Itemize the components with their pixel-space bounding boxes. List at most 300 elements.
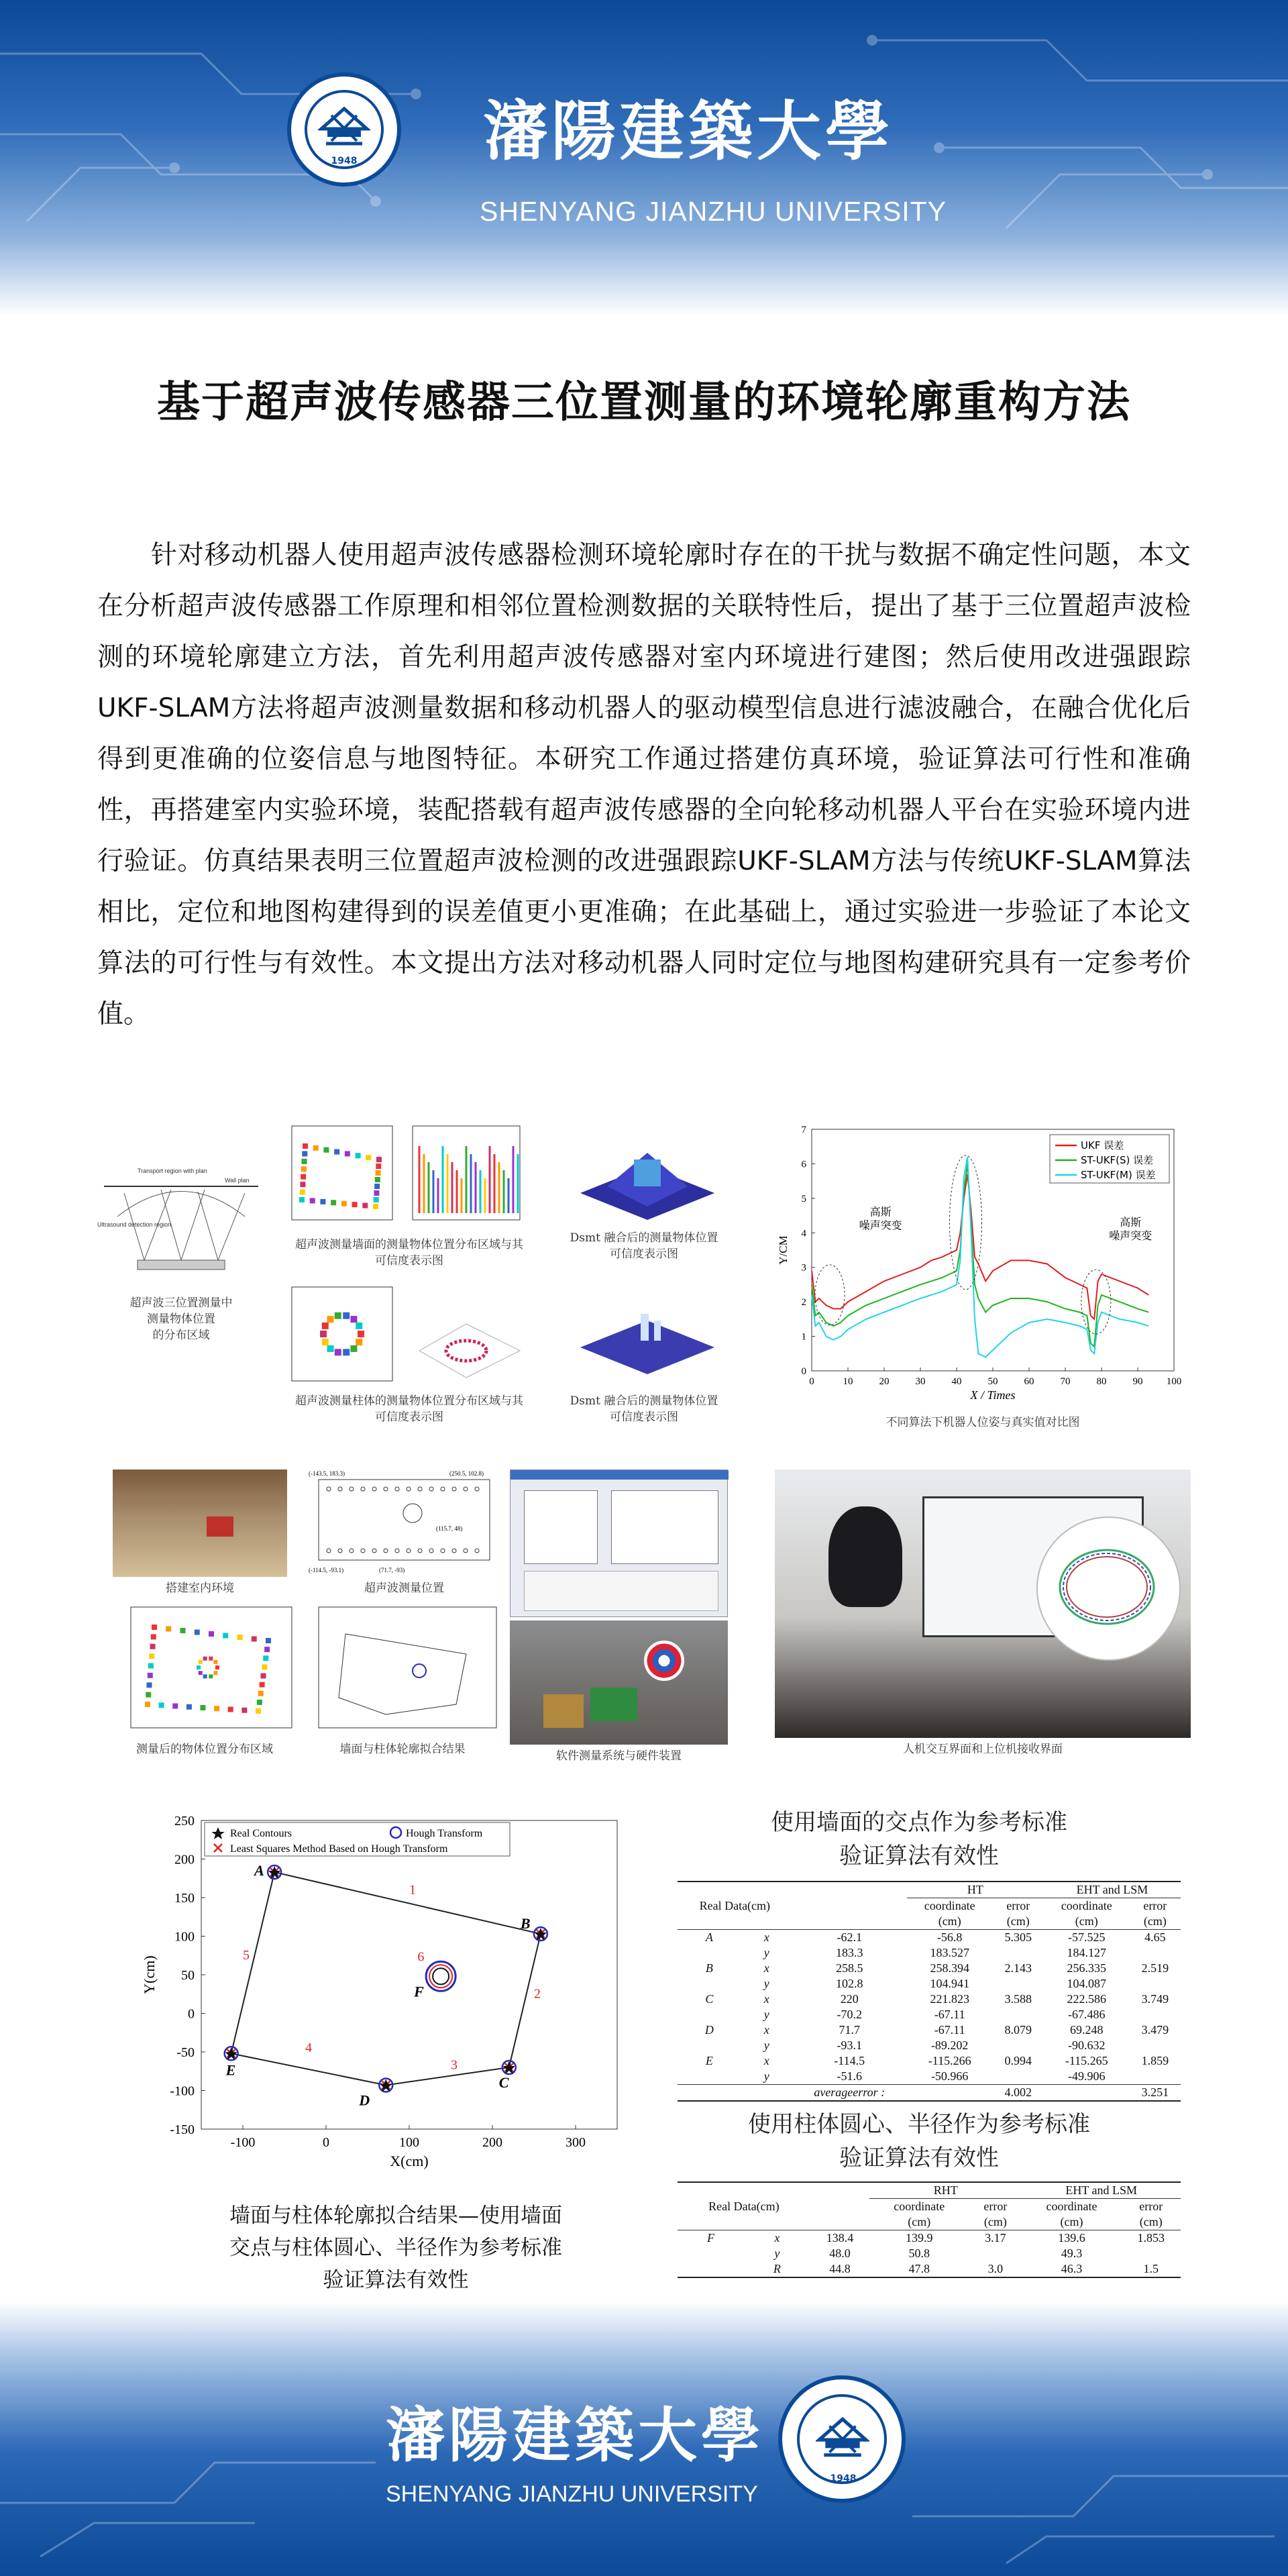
table-cell [678,2007,741,2022]
table1-header-ht: HT [967,1883,983,1896]
wall-dot [356,1153,361,1158]
table-cell: x [763,1992,769,2006]
table-cell [993,1976,1044,1992]
wall-number: 5 [243,1948,250,1963]
distribution-dot [150,1644,156,1649]
table1-unit: (cm) [1075,1914,1098,1928]
distribution-dot [152,1625,157,1630]
page-title: 基于超声波传感器三位置测量的环境轮廓重构方法 [157,378,1131,427]
distribution-ring-dot [197,1665,201,1669]
table-cell: -67.11 [934,2008,965,2021]
table-cell: -93.1 [837,2039,862,2052]
fit-legend-entry: Least Squares Method Based on Hough Transform [230,1843,448,1855]
table1-sub-coord: coordinate [924,1899,975,1912]
x-tick-label: 90 [1132,1376,1143,1387]
distribution-dot [151,1634,156,1639]
table-cell [678,2261,744,2277]
table-cell: x [774,2231,780,2245]
fit-y-axis-label: Y(cm) [141,1955,158,1994]
wall-dot [299,1197,305,1202]
x-axis-label: X / Times [970,1388,1016,1402]
footer-university-name-cn: 瀋陽建築大學 [386,2400,765,2470]
fit-y-tick-label: 100 [174,1929,195,1945]
table-cell [678,1945,741,1961]
table-cell: -57.525 [1068,1930,1106,1944]
table-cell: 1.5 [1143,2262,1159,2275]
vertex-label: B [520,1915,531,1933]
distribution-ring-dot [203,1657,207,1661]
table-cell [678,2246,744,2261]
table-cell: 3.0 [987,2262,1004,2275]
table-cell: 8.079 [1004,2023,1032,2037]
wall-dot [301,1174,306,1180]
table-cell: 222.586 [1067,1992,1106,2006]
table-cell: 1.853 [1137,2231,1165,2245]
table-cell: y [763,1977,769,1990]
wall-dot [374,1184,380,1189]
table-cell: 104.087 [1067,1977,1106,1990]
contour-fit-plot [101,1800,657,2176]
pos-label-a: (-143.5, 183.3) [309,1470,345,1477]
table-cell: 3.588 [1004,1992,1032,2006]
table1-title: 使用墙面的交点作为参考标准 验证算法有效性 [771,1809,1067,1869]
table-cell: 1.859 [1141,2054,1169,2067]
wall-dot [345,1151,350,1156]
y-tick-label: 0 [801,1366,806,1377]
x-tick-label: 0 [809,1376,814,1387]
table-cell: y [763,2008,769,2021]
distribution-ring-dot [199,1660,203,1664]
distribution-dot [258,1691,264,1696]
vertex-label: D [359,2092,370,2109]
table-cell: B [705,1961,713,1975]
x-tick-label: 40 [951,1376,962,1387]
wall-dot [320,1199,325,1204]
distribution-dot [257,1700,262,1705]
distribution-dot [149,1653,154,1659]
vertex-label: A [254,1862,264,1879]
contour-fit-mini-plot [305,1604,500,1738]
table-cell: 71.7 [839,2023,860,2037]
table-cell: x [763,2023,769,2037]
table-cell [1130,2038,1181,2053]
annotation-text: 高斯噪声突变 [1109,1216,1152,1242]
pos-label-e: (-114.5, -93.1) [309,1567,344,1574]
table2-header-rht: RHT [869,2182,1022,2199]
table1-row [678,2038,1181,2053]
wall-dot [310,1198,315,1203]
wall-dot [376,1157,382,1162]
caption-pillar: 超声波测量柱体的测量物体位置分布区域与其 可信度表示图 [295,1394,523,1424]
fit-y-tick-label: 200 [174,1852,195,1867]
vertex-label: F [414,1983,424,2000]
distribution-dot [147,1682,152,1688]
table-cell [993,2069,1044,2085]
table-cell: 183.527 [930,1946,969,1959]
distribution-dot [148,1663,154,1669]
y-tick-label: 1 [801,1331,806,1343]
table-cell: x [763,1930,769,1944]
table-cell: C [705,1992,714,2006]
wall-dot [376,1164,381,1169]
table2-unit: (cm) [1060,2215,1083,2228]
wall-dot [373,1204,378,1209]
table-cell: 3.479 [1141,2023,1169,2037]
distribution-dot [214,1706,219,1711]
table-cell: x [763,1961,769,1975]
ring-dot [350,1316,357,1323]
table1-row [678,1961,1181,1976]
footer-banner [0,2302,1288,2576]
table-cell: -114.5 [834,2054,865,2067]
footer-seal [778,2375,906,2503]
table-cell: y [763,1946,769,1959]
pillar-confidence-plot [406,1284,527,1391]
wall-number: 4 [305,2041,312,2055]
wall-dot [375,1177,380,1182]
table-cell: -50.966 [930,2069,969,2083]
y-tick-label: 3 [801,1262,806,1274]
distribution-dot [263,1655,268,1661]
x-tick-label: 70 [1060,1376,1071,1387]
table-cell: R [773,2262,781,2275]
distribution-dot [201,1705,206,1710]
distribution-ring-dot [213,1671,217,1675]
table-cell: 184.127 [1067,1946,1106,1959]
caption-wall: 超声波测量墙面的测量物体位置分布区域与其 可信度表示图 [295,1238,523,1268]
table-cell: 0.994 [1004,2054,1032,2067]
distribution-dot [262,1664,267,1669]
diagram-label-wall: Wall plan [225,1177,250,1184]
distribution-dot [252,1637,257,1642]
table-cell [1130,2007,1181,2022]
distribution-dot [266,1638,271,1643]
diagram-label-ultrasound: Ultrasound detection region [97,1221,172,1228]
table1-sub-error: error [1006,1899,1030,1912]
ring-dot [343,1349,350,1355]
fit-x-tick-label: 0 [323,2135,329,2150]
sensor-region-diagram [97,1153,265,1287]
table2-unit: (cm) [1139,2215,1163,2228]
wall-dot [362,1203,368,1208]
x-tick-label: 80 [1096,1376,1107,1387]
table2-title: 使用柱体圆心、半径作为参考标准 验证算法有效性 [748,2111,1090,2171]
table2-sub-error: error [983,2200,1008,2213]
wall-dot [334,1149,339,1155]
fit-y-tick-label: 250 [174,1814,195,1828]
dsmt-surface-plot-2 [567,1287,721,1381]
table-cell: 44.8 [829,2262,851,2275]
caption-dsmt-2: Dsmt 融合后的测量物体位置 可信度表示图 [570,1394,718,1424]
footer-university-name-en: SHENYANG JIANZHU UNIVERSITY [386,2481,758,2507]
table-cell: 47.8 [908,2262,930,2275]
fit-x-axis-label: X(cm) [390,2153,429,2169]
wall-dot [374,1197,379,1202]
table-cell: y [763,2039,769,2052]
table1-row [678,2022,1181,2038]
ring-dot [343,1312,350,1319]
distribution-dot [148,1673,153,1678]
table1-row [678,2053,1181,2069]
table-cell: 3.749 [1141,1992,1169,2006]
hmi-photo [775,1470,1191,1738]
table-cell [678,2069,741,2085]
table-cell: 258.394 [930,1961,969,1975]
header-banner [0,0,1288,315]
fit-y-tick-label: -50 [176,2045,195,2060]
wall-number: 6 [417,1949,425,1965]
x-tick-label: 20 [879,1376,890,1387]
hardware-photo [510,1620,728,1745]
distribution-dot [180,1628,186,1633]
table-cell [993,1945,1044,1961]
table-cell: -67.11 [934,2023,965,2037]
wall-confidence-plot [406,1119,527,1233]
table-cell: 104.941 [930,1977,969,1990]
distribution-dot [159,1702,164,1708]
distribution-dot [237,1635,243,1640]
table-cell: -49.906 [1068,2069,1106,2083]
table1-unit: (cm) [1143,1914,1167,1928]
x-tick-label: 30 [915,1376,926,1387]
software-screenshot [510,1470,728,1617]
table1-avg-label: averageerror : [814,2085,885,2099]
distribution-dot [172,1704,178,1709]
table-cell: -70.2 [837,2008,862,2021]
table-pillar-circle [678,2181,1181,2278]
legend-entry: UKF 误差 [1081,1139,1124,1151]
wall-scatter-plot [278,1119,399,1233]
table-cell [993,2038,1044,2053]
fit-x-tick-label: 200 [482,2135,502,2150]
table-cell: A [705,1930,713,1944]
y-tick-label: 7 [801,1125,806,1135]
table2-header-eht: EHT and LSM [1022,2182,1181,2199]
wall-dot [331,1200,336,1205]
wall-number: 3 [451,2057,458,2073]
table1-header-eht: EHT and LSM [1076,1883,1148,1896]
table-cell: 46.3 [1061,2262,1083,2275]
table-cell: -51.6 [837,2069,862,2083]
table-cell [678,1976,741,1992]
table-cell: 2.143 [1004,1961,1032,1975]
dsmt-surface-plot-1 [567,1126,721,1227]
table2-row [678,2246,1181,2261]
caption-sensor-region: 超声波三位置测量中 测量物体位置 的分布区域 [129,1296,233,1342]
table1-avg-eht: 3.251 [1141,2085,1169,2099]
distribution-dot [228,1707,233,1712]
distribution-ring-dot [209,1674,213,1678]
table1-unit: (cm) [1006,1914,1030,1928]
ring-dot [358,1331,364,1337]
ring-dot [327,1316,334,1323]
chart-caption: 不同算法下机器人位姿与真实值对比图 [885,1416,1080,1429]
vertex-label: C [498,2074,509,2091]
wall-dot [300,1182,305,1187]
footer-seal-emblem-icon [816,2412,869,2463]
table-cell: 5.305 [1004,1930,1032,1944]
table-cell [969,2246,1022,2261]
wall-dot [376,1170,381,1176]
table-cell [1130,1976,1181,1992]
fit-y-tick-label: 150 [174,1891,195,1906]
table2-row [678,2230,1181,2247]
table-wall-intersections [678,1881,1181,2102]
hmi-map-zoom [1046,1533,1167,1641]
wall-dot [374,1190,379,1196]
table1-row [678,1976,1181,1992]
distribution-ring-dot [203,1674,207,1678]
table2-header-real: Real Data(cm) [708,2199,780,2213]
table1-row [678,1945,1181,1961]
table-cell: -115.265 [1065,2054,1108,2067]
table-cell: -56.8 [936,1930,963,1944]
table2-row [678,2261,1181,2277]
x-tick-label: 10 [843,1376,853,1387]
fit-y-tick-label: 50 [181,1968,195,1983]
fit-y-tick-label: -100 [170,2083,195,2099]
table-cell: -62.1 [837,1930,862,1944]
distribution-dot [209,1631,214,1637]
table1-sub-error: error [1143,1899,1167,1912]
pos-label-b: (250.5, 102.8) [449,1470,484,1477]
table-cell: D [704,2023,714,2037]
seal-year: 1948 [331,156,358,166]
figure-group-sensor [97,1119,728,1435]
table-cell: -115.266 [928,2054,971,2067]
distribution-plot [114,1604,295,1738]
table-cell: x [763,2054,769,2067]
distribution-dot [241,1708,247,1713]
distribution-dot [260,1682,265,1688]
table2-sub-coord: coordinate [894,2200,945,2213]
seal-emblem-icon [318,102,370,150]
distribution-dot [145,1702,150,1707]
table-cell: 183.3 [835,1946,863,1959]
table-cell [1130,1945,1181,1961]
table-cell: 2.519 [1141,1961,1169,1975]
wall-dot [303,1143,308,1149]
annotation-text: 高斯噪声突变 [859,1205,902,1232]
legend-entry: ST-UKF(M) 误差 [1081,1169,1156,1181]
table-cell: 258.5 [835,1961,863,1975]
diagram-label-transport: Transport region with plan [138,1168,207,1174]
distribution-dot [146,1692,151,1698]
caption-fit: 墙面与柱体轮廓拟合结果 [339,1743,466,1756]
distribution-ring-dot [199,1671,203,1675]
table-cell [1122,2246,1181,2261]
distribution-dot [256,1708,261,1714]
y-tick-label: 6 [801,1159,806,1170]
fit-legend-entry: Real Contours [230,1828,292,1839]
university-name-en: SHENYANG JIANZHU UNIVERSITY [480,196,947,227]
caption-dsmt-1: Dsmt 融合后的测量物体位置 可信度表示图 [570,1231,718,1261]
wall-dot [301,1166,307,1172]
fit-x-tick-label: 100 [399,2135,419,2150]
caption-distribution: 测量后的物体位置分布区域 [136,1743,273,1756]
x-tick-label: 60 [1024,1376,1034,1387]
results-panel [101,1800,1194,2330]
y-tick-label: 5 [801,1193,806,1204]
abstract-text: 针对移动机器人使用超声波传感器检测环境轮廓时存在的干扰与数据不确定性问题，本文在分析超声波传感器工作原理和相邻位置检测数据的关联特性后，提出了基于三位置超声波检测的环境轮廓建立方法，首先利用超声波传感器对室内环境进行建图；然后使用改进强跟踪UKF-SLAM方法将超声波测量数据和移动机器人的驱动模型信息进行滤波融合，在融合优化后得到更准确的位姿信息与地图特征。本研究工作通过搭建仿真环境，验证算法可行性和准确性，再搭建室内实验环境，装配搭载有超声波传感器的全向轮移动机器人平台在实验环境内进行验证。仿真结果表明三位置超声波检测的改进强跟踪UKF-SLAM方法与传统UKF-SLAM算法相比，定位和地图构建得到的误差值更小更准确；在此基础上，通过实验进一步验证了本论文算法的可行性与有效性。本文提出方法对移动机器人同时定位与地图构建研究具有一定参考价值。 [97,540,1191,1029]
table1-avg-ht: 4.002 [1004,2085,1032,2099]
ring-dot [335,1349,341,1355]
contour-fit-caption: 墙面与柱体轮廓拟合结果—使用墙面 交点与柱体圆心、半径作为参考标准 验证算法有效性 [229,2204,562,2292]
fit-y-tick-label: -150 [170,2122,195,2137]
x-tick-label: 50 [987,1376,998,1387]
ring-dot [335,1312,341,1319]
table-cell: 138.4 [826,2231,854,2245]
y-tick-label: 2 [801,1297,806,1308]
distribution-dot [223,1633,228,1639]
table-cell: 48.0 [829,2247,851,2260]
university-seal [287,72,401,187]
caption-position: 超声波测量位置 [364,1582,444,1595]
legend-entry: ST-UKF(S) 误差 [1081,1154,1154,1166]
distribution-dot [166,1627,171,1632]
table-cell: 220 [840,1992,859,2006]
wall-dot [300,1190,305,1195]
table1-row [678,2069,1181,2085]
figure-group-experiment [107,1466,1194,1775]
table-cell: 49.3 [1061,2247,1083,2260]
wall-number: 1 [409,1882,416,1898]
table-cell: 69.248 [1070,2023,1104,2037]
wall-dot [323,1147,329,1153]
caption-software: 软件测量系统与硬件装置 [556,1749,682,1763]
ring-dot [320,1331,327,1337]
wall-dot [341,1201,347,1206]
caption-environment: 搭建室内环境 [166,1582,234,1595]
table-cell: y [763,2069,769,2083]
y-axis-label: Y/CM [777,1235,790,1265]
distribution-dot [264,1647,270,1652]
y-tick-label: 4 [801,1228,806,1239]
table-cell: 139.9 [906,2231,933,2245]
table1-sub-coord: coordinate [1061,1899,1112,1912]
table-cell: y [774,2247,780,2260]
fit-x-tick-label: 300 [566,2135,586,2150]
pillar-scatter-plot [278,1284,399,1391]
ring-dot [322,1339,329,1345]
table-cell [1130,2069,1181,2085]
distribution-ring-dot [209,1657,213,1661]
pose-error-chart-panel [775,1119,1191,1435]
distribution-ring-dot [215,1665,219,1669]
table-cell [993,2007,1044,2022]
fit-x-tick-label: -100 [230,2135,256,2150]
table-cell: 221.823 [930,1992,969,2006]
table2-unit: (cm) [908,2215,931,2228]
table-cell: 50.8 [908,2247,930,2260]
footer-seal-year: 1948 [830,2473,857,2484]
distribution-dot [261,1673,266,1679]
table1-row [678,1930,1181,1946]
vertex-label: E [225,2061,236,2079]
table-cell: -67.486 [1068,2008,1106,2021]
ring-dot [322,1323,329,1329]
table-cell: 139.6 [1058,2231,1085,2245]
table2-sub-error: error [1139,2200,1163,2213]
table-cell: -89.202 [930,2039,969,2052]
distribution-ring-dot [213,1660,217,1664]
wall-dot [302,1159,307,1164]
table-cell: 4.65 [1144,1930,1166,1944]
wall-dot [313,1145,319,1151]
table-cell: E [705,2054,713,2067]
wall-dot [352,1202,358,1207]
caption-hmi: 人机交互界面和上位机接收界面 [903,1743,1063,1756]
